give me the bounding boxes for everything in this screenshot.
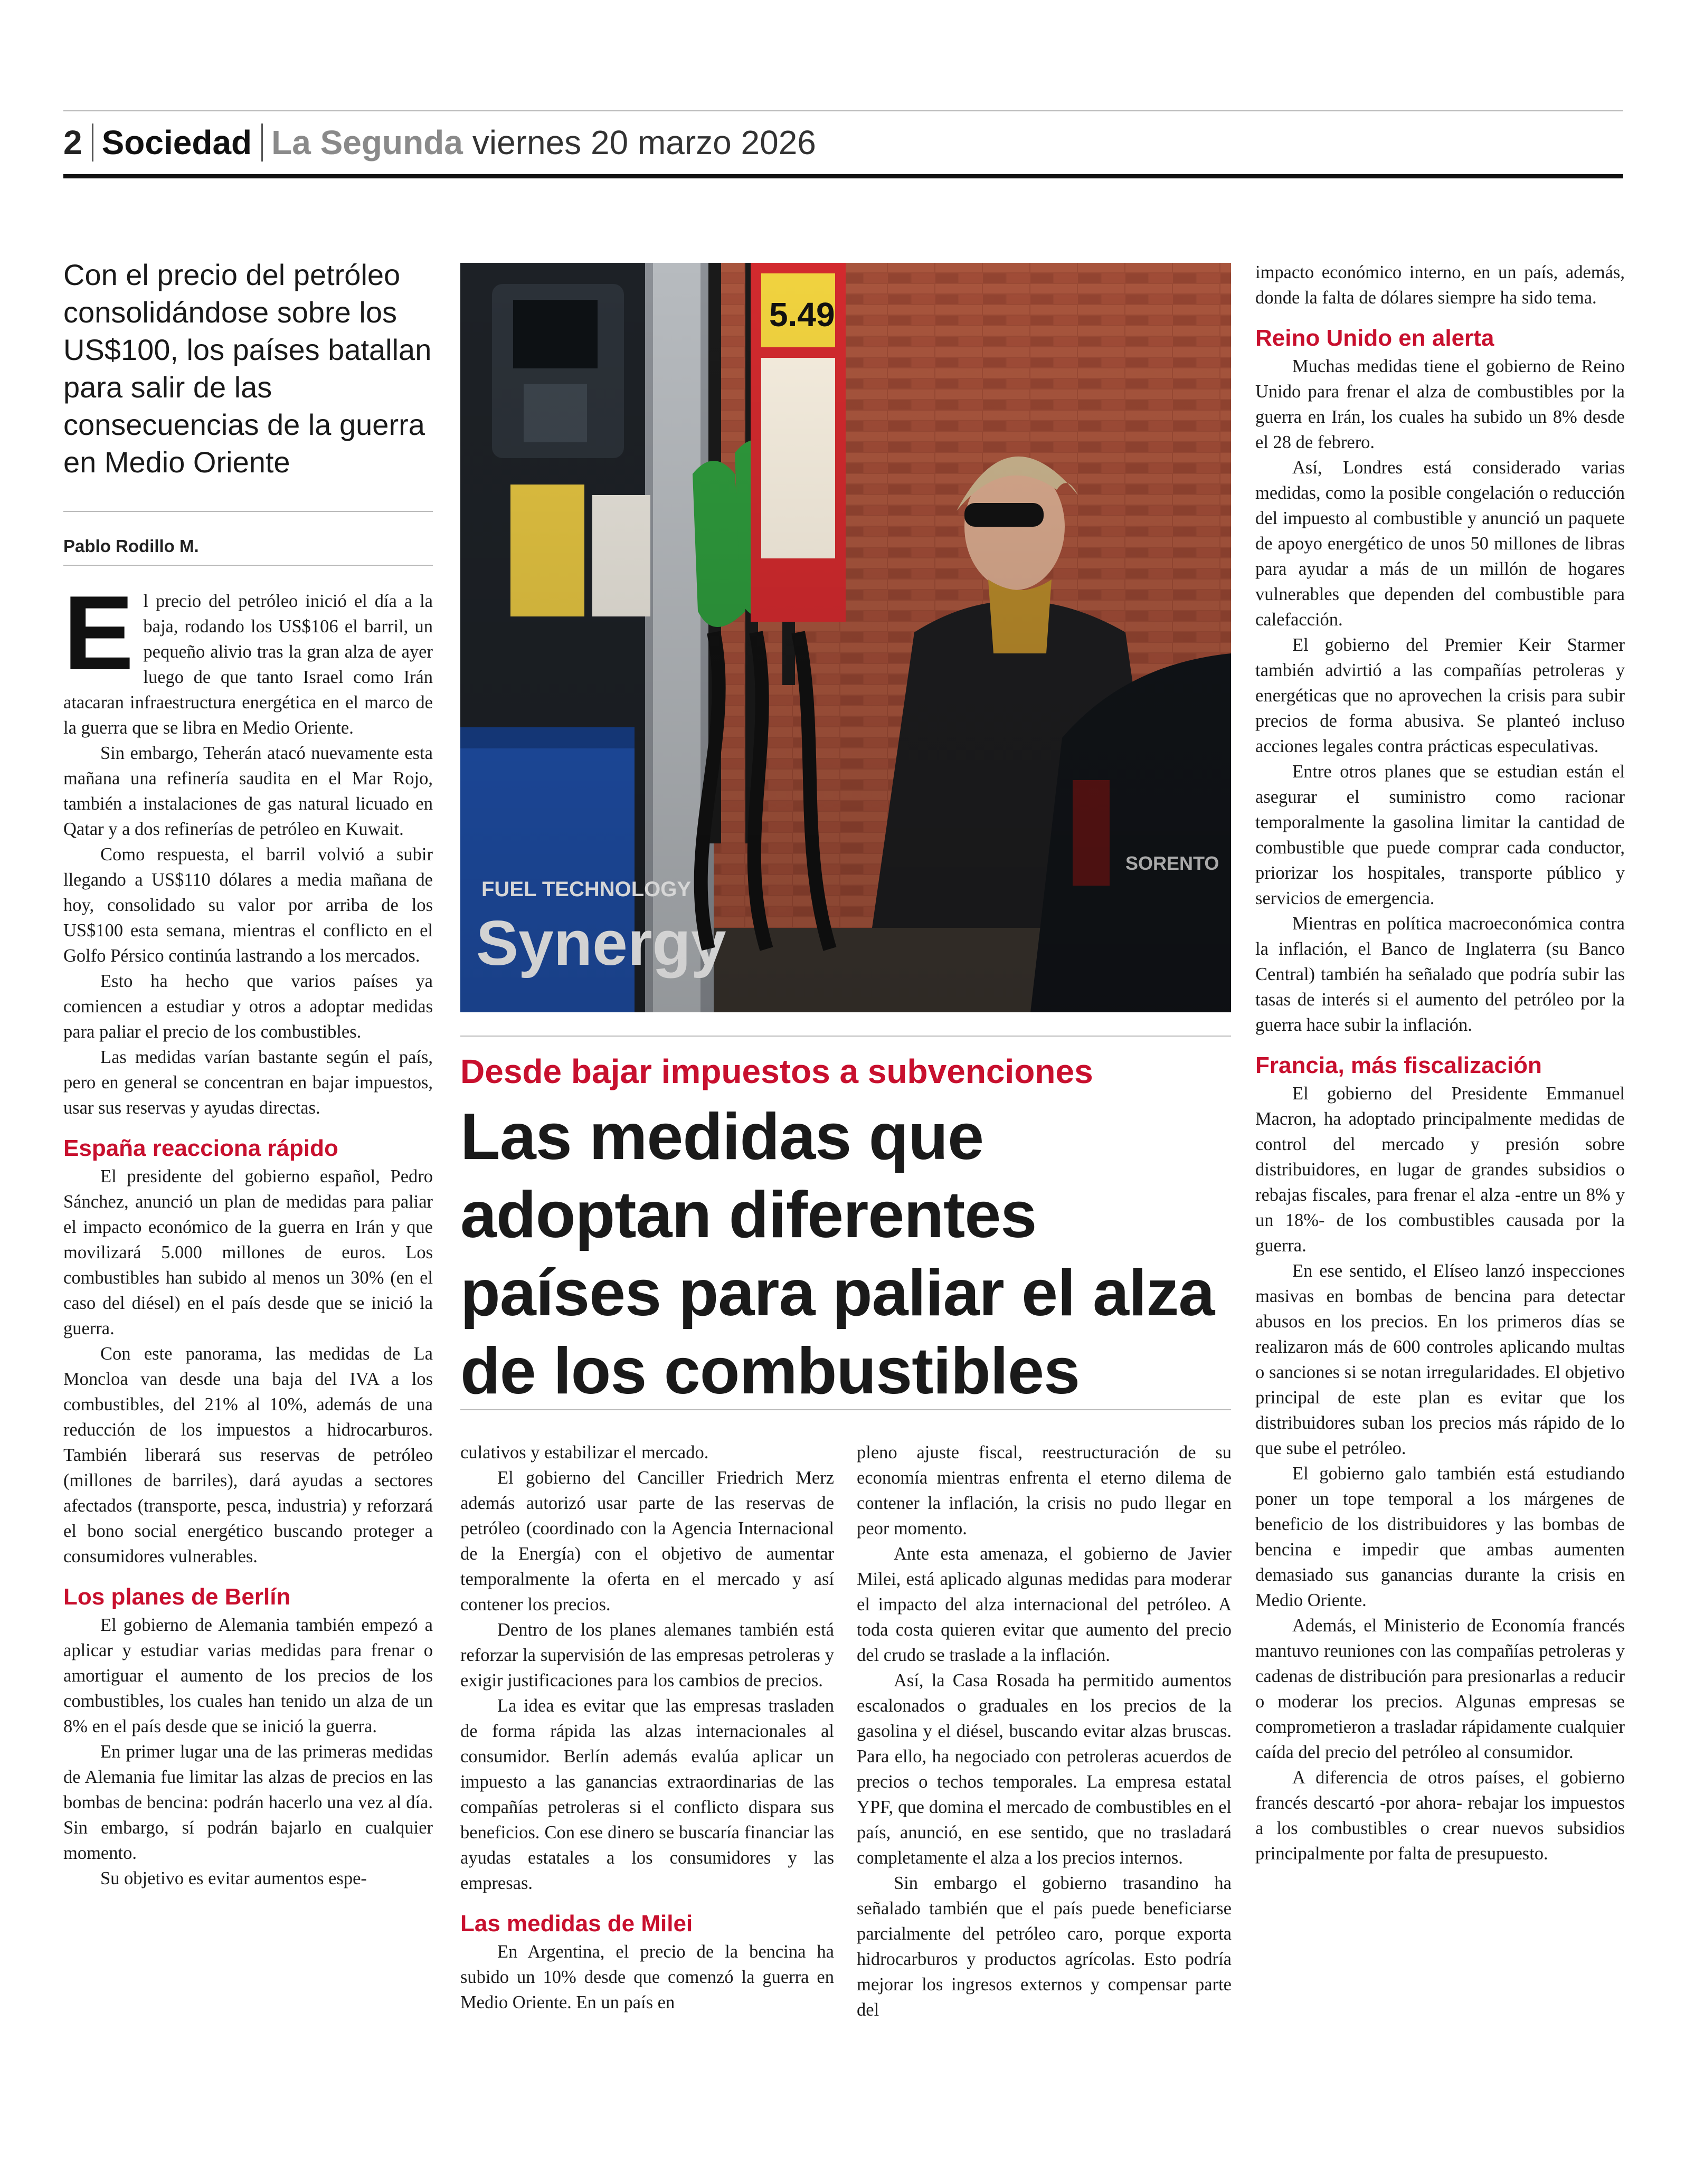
paragraph: Ante esta amenaza, el gobierno de Javier Milei, está aplicado algunas medidas para moderar el impacto del alza internacional del petróleo. A toda costa quieren evitar que aumento del precio del crudo se traslade a la inflación. [857,1544,1232,1665]
paragraph: El gobierno del Presidente Emmanuel Macron, ha adoptado principalmente medidas de control del mercado y presión sobre distribuidores, en lugar de grandes subsidios o rebajas fiscales, para frenar el alza -entre un 8% y un 18%- de los combustibles causada por la guerra. [1255,1084,1625,1256]
subhead-milei: Las medidas de Milei [460,1911,693,1936]
paragraph: impacto económico interno, en un país, además, donde la falta de dólares siempre ha sido tema. [1255,262,1625,308]
paragraph: En ese sentido, el Elíseo lanzó inspecciones masivas en bombas de bencina para detectar abusos en los precios. En los primeros días se realizaron más de 600 controles aplicando multas o sanciones si se notan irregularidades. El objetivo principal de este plan es evitar que los distribuidores suban los precios más rápido de lo que sube el petróleo. [1255,1261,1625,1458]
byline-rule [63,565,433,566]
photo-rule [460,1036,1231,1037]
paragraph: El gobierno de Alemania también empezó a aplicar y estudiar varias medidas para frenar o amortiguar el aumento de los precios de los combustibles, los cuales han tenido un alza de un 8% en el país desde que se inició la guerra. [63,1615,433,1736]
price-sign-value: 5.49 [769,296,835,334]
paragraph: Dentro de los planes alemanes también está reforzar la supervisión de las empresas petroleras y exigir justificaciones para los cambios de precios. [460,1620,834,1691]
section-name: Sociedad [101,124,252,162]
top-rule [63,110,1623,111]
paragraph: El gobierno galo también está estudiando poner un tope temporal a los márgenes de beneficio de los distribuidores y las bombas de bencina e impedir que ambas aumenten demasiado sus ganancias durante la crisis en Medio Oriente. [1255,1464,1625,1610]
masthead-divider [261,124,263,162]
pump-brand-line2: Synergy [476,908,726,979]
deck-rule [63,511,433,512]
paragraph: En Argentina, el precio de la bencina ha subido un 10% desde que comenzó la guerra en Medio Oriente. En un país en [460,1942,834,2012]
paragraph: Así, Londres está considerado varias medidas, como la posible congelación o reducción del impuesto al combustible y anunció un paquete de apoyo energético de unos 50 millones de libras para ayudar a más de un millón de hogares vulnerables que dependen del combustible para calefacción. [1255,458,1625,630]
paragraph: En primer lugar una de las primeras medidas de Alemania fue limitar las alzas de precios en las bombas de bencina: podrán hacerlo una vez al día. Sin embargo, sí podrán bajarlo en cualquier momento. [63,1742,433,1863]
paragraph: Sin embargo el gobierno trasandino ha señalado también que el país puede beneficiarse parcialmente del petróleo caro, porque exporta hidrocarburos y productos agrícolas. Esto podría mejorar los ingresos externos y compensar parte del [857,1873,1232,2020]
drop-cap: E [63,588,134,692]
paragraph: Mientras en política macroeconómica contra la inflación, el Banco de Inglaterra (su Banco Central) también ha señalado que podría subir las tasas de interés si el aumento del petróleo por la guerra hace subir la inflación. [1255,914,1625,1035]
paragraph: Su objetivo es evitar aumentos espe- [100,1868,367,1888]
paragraph: Así, la Casa Rosada ha permitido aumentos escalonados o graduales en los precios de la gasolina y el diésel, buscando evitar alzas bruscas. Para ello, ha negociado con petroleras acuerdos de precios o techos temporales. La empresa estatal YPF, que domina el mercado de combustibles en el país, anunció, en ese sentido, que no trasladará completamente el alza a los precios internos. [857,1670,1232,1868]
subhead-uk: Reino Unido en alerta [1255,325,1494,351]
headline: Las medidas que adoptan diferentes países para paliar el alza de los combustibles [460,1100,1215,1408]
text-column-3 [857,1440,1232,2126]
masthead-divider [92,124,93,162]
paragraph: Esto ha hecho que varios países ya comiencen a estudiar y otros a adoptar medidas para paliar el precio de los combustibles. [63,971,433,1042]
issue-date: viernes 20 marzo 2026 [472,124,816,162]
paragraph: Entre otros planes que se estudian están el asegurar el suministro como racionar temporalmente la gasolina limitar la cantidad de combustible que puede comprar cada conductor, priorizar los hospitales, transporte público y servicios de emergencia. [1255,762,1625,908]
headline-rule [460,1409,1231,1410]
paragraph: Sin embargo, Teherán atacó nuevamente esta mañana una refinería saudita en el Mar Rojo, también a instalaciones de gas natural licuado en Qatar y a dos refinerías de petróleo en Kuwait. [63,743,433,839]
paragraph: El presidente del gobierno español, Pedro Sánchez, anunció un plan de medidas para paliar el impacto económico de la guerra en Irán y que movilizará 5.000 millones de euros. Los combustibles han subido al menos un 30% (en el caso del diésel) en el país desde que se inició la guerra. [63,1166,433,1338]
paragraph: pleno ajuste fiscal, reestructuración de su economía mientras enfrenta el eterno dilema de contener la inflación, la crisis no pudo llegar en peor momento. [857,1442,1232,1539]
pump-brand-line1: FUEL TECHNOLOGY [481,878,692,901]
publication-name: La Segunda [271,124,463,162]
subhead-france: Francia, más fiscalización [1255,1052,1542,1078]
paragraph: La idea es evitar que las empresas trasladen de forma rápida las alzas internacionales al consumidor. Berlín además evalúa aplicar un impuesto a las ganancias extraordinarias de las compañías petroleras si el conflicto dispara sus beneficios. Con ese dinero se buscaría financiar las ayudas estatales a los consumidores y las empresas. [460,1696,834,1893]
car-badge: SORENTO [1125,852,1219,874]
kicker: Desde bajar impuestos a subvenciones [460,1052,1093,1090]
subhead-spain: España reacciona rápido [63,1135,338,1161]
paragraph: culativos y estabilizar el mercado. [460,1442,709,1463]
paragraph: Muchas medidas tiene el gobierno de Reino Unido para frenar el alza de combustibles por la guerra en Irán, los cuales ha subido un 8% desde el 28 de febrero. [1255,356,1625,452]
paragraph: A diferencia de otros países, el gobierno francés descartó -por ahora- rebajar los impuestos a los combustibles o crear nuevos subsidios principalmente por falta de presupuesto. [1255,1768,1625,1864]
article-deck: Con el precio del petróleo consolidándose sobre los US$100, los países batallan para salir de las consecuencias de la guerra en Medio Oriente [63,258,432,479]
gas-station-photo [460,263,1231,1012]
text-column-4 [1255,260,1625,2128]
byline: Pablo Rodillo M. [63,536,199,556]
paragraph: El gobierno del Premier Keir Starmer también advirtió a las compañías petroleras y energéticas que no aprovechen la crisis para subir precios de forma abusiva. Se planteó incluso acciones legales contra prácticas especulativas. [1255,635,1625,756]
text-column-1 [63,588,433,2119]
paragraph: l precio del petróleo inició el día a la baja, rodando los US$106 el barril, un pequeño alivio tras la gran alza de ayer luego de que tanto Israel como Irán atacaran infraestructura energética en el marco de la guerra que se libra en Medio Oriente. [63,591,433,738]
paragraph: Con este panorama, las medidas de La Moncloa van desde una baja del IVA a los combustibles, del 21% al 10%, además de una reducción de los impuestos a hidrocarburos. También liberará sus reservas de petróleo (millones de barriles), dará ayudas a sectores afectados (transporte, pesca, industria) y reforzará el bono social energético buscando proteger a consumidores vulnerables. [63,1344,433,1566]
masthead-rule [63,174,1623,178]
text-column-2 [460,1440,834,2126]
paragraph: El gobierno del Canciller Friedrich Merz además autorizó usar parte de las reservas de petróleo (coordinado con la Agencia Internacional de la Energía) con el objetivo de aumentar temporalmente la oferta en el mercado y así contener los precios. [460,1468,834,1615]
article-photo [460,263,1231,1012]
masthead [63,119,816,166]
paragraph: Las medidas varían bastante según el país, pero en general se concentran en bajar impuestos, usar sus reservas y ayudas directas. [63,1047,433,1118]
subhead-berlin: Los planes de Berlín [63,1584,291,1610]
page-number: 2 [63,124,82,162]
paragraph: Además, el Ministerio de Economía francés mantuvo reuniones con las compañías petroleras y cadenas de distribución para presionarlas a reducir o moderar los precios. Algunas empresas se comprometieron a trasladar rápidamente cualquier caída del precio del petróleo al consumidor. [1255,1616,1625,1762]
paragraph: Como respuesta, el barril volvió a subir llegando a US$110 dólares a media mañana de hoy, consolidado su valor por arriba de los US$100 esta semana, mientras el conflicto en el Golfo Pérsico continúa lastrando a los mercados. [63,844,433,966]
